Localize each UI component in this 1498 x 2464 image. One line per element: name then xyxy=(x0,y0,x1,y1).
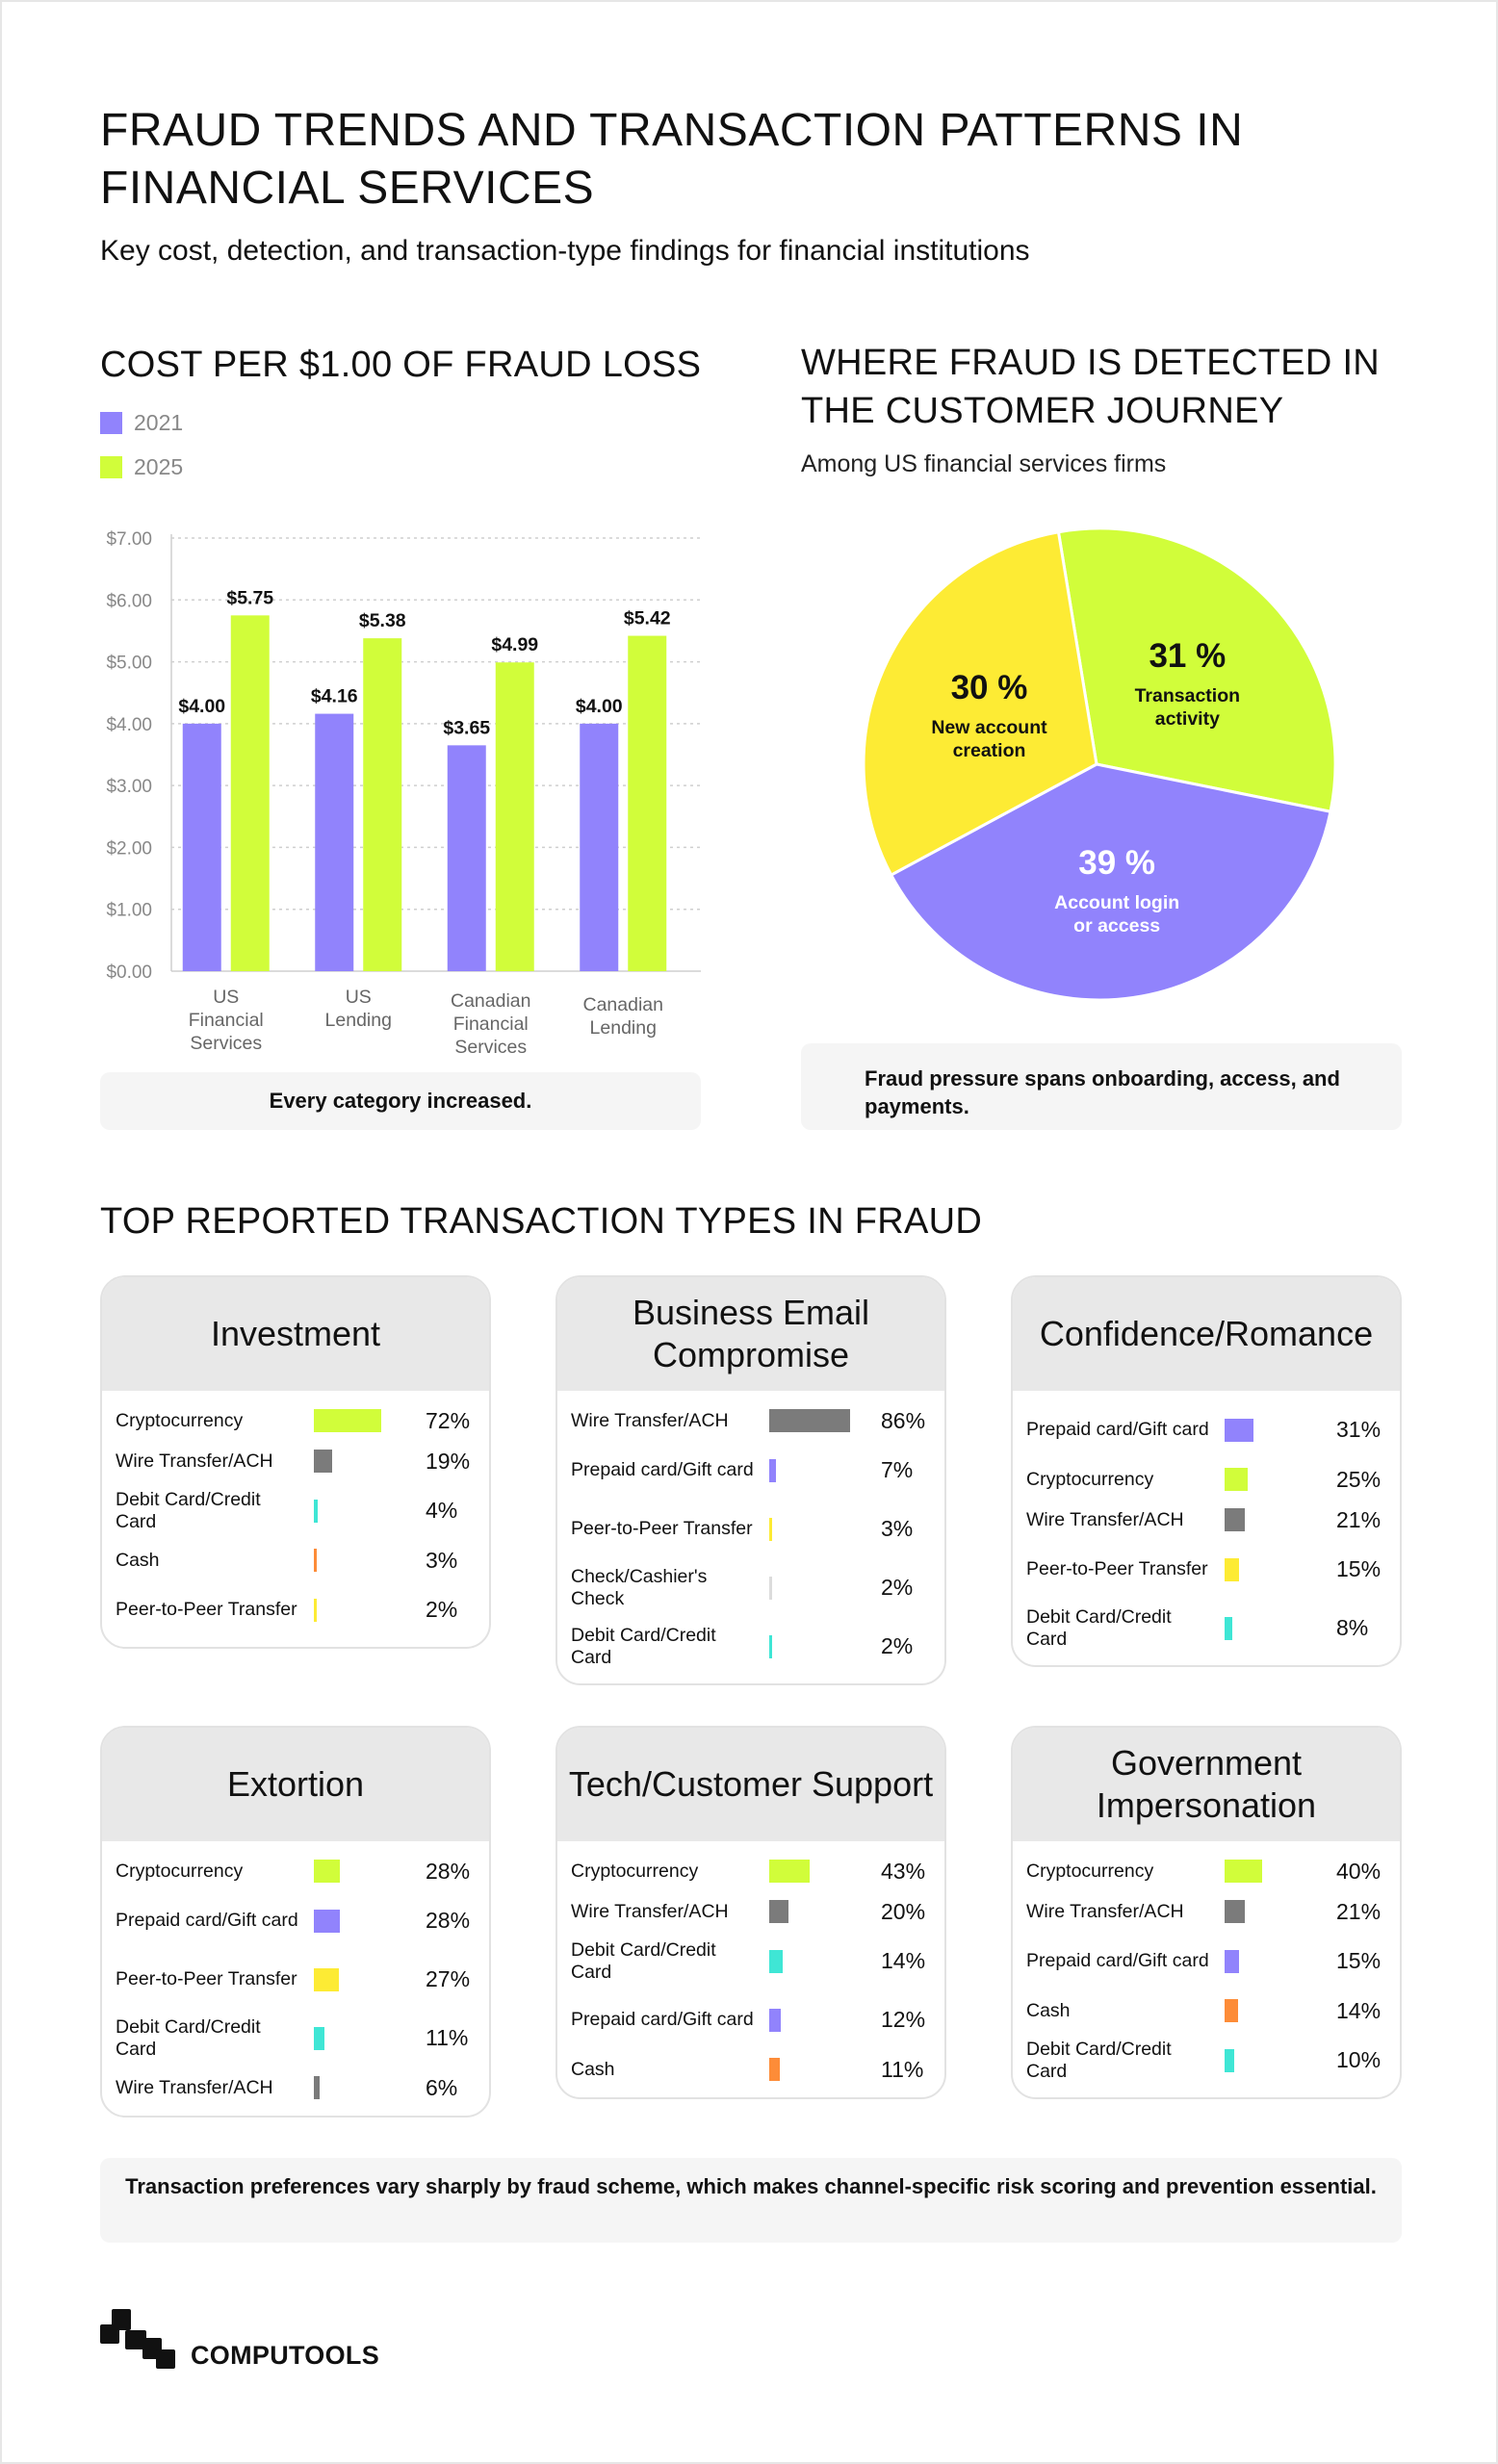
row-value: 21% xyxy=(1336,1506,1382,1532)
y-tick-label: $2.00 xyxy=(106,838,152,860)
transaction-types-note: Transaction preferences vary sharply by fraud scheme, which makes channel-specific risk scoring and prevention essential. xyxy=(100,2158,1402,2243)
bar-value-label: $4.00 xyxy=(178,695,226,717)
bar-chart-legend xyxy=(100,400,183,489)
row-bar xyxy=(314,1599,317,1622)
row-bar xyxy=(769,1459,776,1482)
panel-body xyxy=(557,1841,944,2097)
x-category-label: Services xyxy=(454,1037,528,1058)
pie-slice-percent: 39 % xyxy=(1078,844,1156,883)
x-category-label: US xyxy=(213,987,240,1008)
pie-slice-label: Transaction xyxy=(1134,685,1241,707)
row-label: Cryptocurrency xyxy=(1026,1468,1154,1490)
pie-chart-note: Fraud pressure spans onboarding, access, and payments. xyxy=(801,1043,1402,1130)
row-label: Debit Card/Credit Card xyxy=(116,2015,261,2060)
bar-2021 xyxy=(448,745,486,971)
row-label: Wire Transfer/ACH xyxy=(116,2076,273,2098)
panel-title: Business Email Compromise xyxy=(557,1277,944,1391)
panel-body xyxy=(102,1391,489,1647)
row-bar xyxy=(314,1968,339,1991)
panel-row xyxy=(102,1441,489,1481)
panel-row xyxy=(1013,1540,1400,1599)
row-bar xyxy=(769,1900,788,1923)
panel-row xyxy=(102,1400,489,1441)
computools-logo-icon xyxy=(100,2309,177,2371)
row-bar xyxy=(314,1910,340,1933)
panel-confidence-romance xyxy=(1011,1275,1402,1667)
row-bar xyxy=(314,1860,340,1883)
y-tick-label: $4.00 xyxy=(106,714,152,735)
row-value: 2% xyxy=(881,1633,914,1658)
panel-title: Confidence/Romance xyxy=(1013,1277,1400,1391)
row-label: Prepaid card/Gift card xyxy=(1026,1950,1209,1971)
row-value: 20% xyxy=(881,1898,926,1924)
panel-row xyxy=(1013,2031,1400,2090)
legend-item-2021 xyxy=(100,400,183,445)
row-bar xyxy=(314,1409,381,1432)
pie-slice-label: or access xyxy=(1073,915,1161,937)
panel-row xyxy=(1013,1400,1400,1459)
row-value: 86% xyxy=(881,1407,926,1433)
row-bar xyxy=(769,1577,772,1600)
row-value: 10% xyxy=(1336,2047,1382,2072)
row-label: Prepaid card/Gift card xyxy=(116,1910,298,1931)
row-label: Cryptocurrency xyxy=(116,1409,244,1431)
x-category-label: Financial xyxy=(188,1010,264,1031)
row-bar xyxy=(1225,1860,1262,1883)
bar-2025 xyxy=(628,636,666,971)
panel-title: Investment xyxy=(102,1277,489,1391)
pie-chart-subtitle: Among US financial services firms xyxy=(801,450,1167,477)
row-bar xyxy=(314,1450,332,1473)
pie-chart xyxy=(859,522,1359,1022)
row-bar xyxy=(769,1635,772,1658)
row-value: 31% xyxy=(1336,1417,1382,1442)
transaction-types-title: TOP REPORTED TRANSACTION TYPES IN FRAUD xyxy=(100,1201,983,1242)
bar-2025 xyxy=(363,638,401,971)
panel-row xyxy=(1013,1891,1400,1932)
row-label: Prepaid card/Gift card xyxy=(571,1459,754,1480)
panel-row xyxy=(102,1891,489,1950)
page-title: FRAUD TRENDS AND TRANSACTION PATTERNS IN FINANCIAL SERVICES xyxy=(100,105,1244,214)
row-value: 28% xyxy=(426,1908,471,1933)
row-label: Debit Card/Credit Card xyxy=(116,1488,261,1532)
panel-row xyxy=(1013,1599,1400,1657)
row-label: Prepaid card/Gift card xyxy=(1026,1419,1209,1440)
x-category-label: Lending xyxy=(589,1017,657,1039)
panel-row xyxy=(557,1558,944,1617)
panel-body xyxy=(102,1841,489,2116)
row-bar xyxy=(1225,1999,1238,2022)
row-label: Cryptocurrency xyxy=(116,1860,244,1882)
row-value: 15% xyxy=(1336,1556,1382,1581)
row-bar xyxy=(769,1518,772,1541)
y-tick-label: $6.00 xyxy=(106,591,152,612)
y-tick-label: $7.00 xyxy=(106,529,152,550)
panel-row xyxy=(102,2009,489,2067)
bar-2025 xyxy=(231,615,270,971)
pie-slice-label: New account xyxy=(931,717,1047,739)
row-label: Peer-to-Peer Transfer xyxy=(571,1518,753,1539)
panel-row xyxy=(102,2067,489,2108)
x-category-label: Canadian xyxy=(582,994,663,1015)
bar-value-label: $4.16 xyxy=(310,685,358,707)
panel-tech-customer-support xyxy=(555,1726,946,2099)
row-label: Wire Transfer/ACH xyxy=(571,1900,729,1922)
pie-slice-label: creation xyxy=(952,740,1026,762)
row-label: Debit Card/Credit Card xyxy=(571,1624,716,1668)
panel-row xyxy=(557,1617,944,1676)
bar-value-label: $5.42 xyxy=(623,607,671,629)
row-value: 27% xyxy=(426,1966,471,1991)
panel-row xyxy=(557,1400,944,1441)
row-label: Peer-to-Peer Transfer xyxy=(1026,1558,1208,1579)
bar-chart-note: Every category increased. xyxy=(100,1072,701,1130)
row-value: 11% xyxy=(426,2025,469,2050)
panel-row xyxy=(557,1891,944,1932)
row-bar xyxy=(314,1549,317,1572)
row-value: 40% xyxy=(1336,1858,1382,1884)
row-label: Check/Cashier's Check xyxy=(571,1565,708,1609)
panel-row xyxy=(1013,1932,1400,1990)
row-bar xyxy=(1225,1950,1239,1973)
row-bar xyxy=(1225,1617,1232,1640)
bar-2025 xyxy=(496,662,534,971)
row-label: Cryptocurrency xyxy=(571,1860,699,1882)
row-value: 14% xyxy=(881,1948,926,1973)
panel-body xyxy=(557,1391,944,1683)
row-value: 8% xyxy=(1336,1615,1369,1640)
row-label: Wire Transfer/ACH xyxy=(1026,1508,1184,1530)
row-value: 28% xyxy=(426,1858,471,1884)
row-bar xyxy=(769,1860,810,1883)
y-tick-label: $5.00 xyxy=(106,653,152,674)
bar-value-label: $4.99 xyxy=(491,634,539,656)
panel-row xyxy=(1013,1990,1400,2031)
row-label: Wire Transfer/ACH xyxy=(116,1450,273,1472)
panel-title: Tech/Customer Support xyxy=(557,1728,944,1841)
panel-row xyxy=(557,1990,944,2049)
row-value: 4% xyxy=(426,1498,458,1523)
row-value: 2% xyxy=(426,1597,458,1622)
pie-chart-title: WHERE FRAUD IS DETECTED IN THE CUSTOMER JOURNEY xyxy=(801,343,1381,431)
panel-extortion xyxy=(100,1726,491,2118)
row-label: Debit Card/Credit Card xyxy=(1026,2038,1172,2082)
pie-slice-label: activity xyxy=(1154,708,1220,731)
row-value: 7% xyxy=(881,1457,914,1482)
row-bar xyxy=(769,1409,850,1432)
x-category-label: Financial xyxy=(452,1014,529,1035)
row-value: 3% xyxy=(426,1547,458,1573)
panel-row xyxy=(557,1441,944,1500)
pie-slice-label: Account login xyxy=(1054,892,1180,914)
row-value: 72% xyxy=(426,1407,471,1433)
y-tick-label: $1.00 xyxy=(106,900,152,921)
row-bar xyxy=(1225,1900,1245,1923)
x-category-label: Lending xyxy=(324,1010,392,1031)
row-label: Peer-to-Peer Transfer xyxy=(116,1968,297,1989)
row-bar xyxy=(1225,1419,1253,1442)
panel-row xyxy=(102,1481,489,1540)
row-value: 3% xyxy=(881,1516,914,1541)
panel-row xyxy=(557,1851,944,1891)
row-bar xyxy=(1225,1468,1248,1491)
legend-label-2025: 2025 xyxy=(134,453,184,479)
panel-row xyxy=(557,1500,944,1558)
row-value: 11% xyxy=(881,2056,924,2082)
y-tick-label: $0.00 xyxy=(106,962,152,983)
panel-government-impersonation xyxy=(1011,1726,1402,2099)
row-label: Cryptocurrency xyxy=(1026,1860,1154,1882)
legend-swatch-2021 xyxy=(100,412,122,434)
bar-2021 xyxy=(315,714,353,971)
row-bar xyxy=(1225,2049,1234,2072)
row-value: 19% xyxy=(426,1448,471,1474)
row-value: 14% xyxy=(1336,1997,1382,2023)
panel-business-email-compromise xyxy=(555,1275,946,1685)
row-label: Peer-to-Peer Transfer xyxy=(116,1599,297,1620)
bar-value-label: $5.75 xyxy=(226,587,274,609)
row-value: 15% xyxy=(1336,1948,1382,1973)
legend-label-2021: 2021 xyxy=(134,409,184,435)
x-category-label: Canadian xyxy=(451,990,531,1012)
row-value: 25% xyxy=(1336,1466,1382,1492)
panel-row xyxy=(557,1932,944,1990)
row-bar xyxy=(769,2058,780,2081)
row-label: Prepaid card/Gift card xyxy=(571,2009,754,2030)
bar-value-label: $4.00 xyxy=(575,695,623,717)
row-bar xyxy=(314,2076,320,2099)
bar-value-label: $3.65 xyxy=(443,717,491,739)
row-bar xyxy=(769,2009,781,2032)
row-bar xyxy=(1225,1508,1245,1531)
x-category-label: US xyxy=(345,987,372,1008)
bar-chart xyxy=(94,522,710,1061)
row-value: 2% xyxy=(881,1575,914,1600)
row-value: 21% xyxy=(1336,1898,1382,1924)
panel-body xyxy=(1013,1841,1400,2097)
row-label: Debit Card/Credit Card xyxy=(571,1938,716,1983)
legend-item-2025 xyxy=(100,445,183,489)
bar-2021 xyxy=(580,724,618,971)
pie-slice-percent: 31 % xyxy=(1149,637,1227,676)
pie-slice-percent: 30 % xyxy=(950,669,1028,707)
panel-row xyxy=(1013,1459,1400,1500)
row-bar xyxy=(314,2027,324,2050)
row-label: Cash xyxy=(571,2058,615,2080)
panel-row xyxy=(557,2049,944,2090)
panel-row xyxy=(102,1580,489,1639)
row-value: 6% xyxy=(426,2074,458,2100)
panel-row xyxy=(102,1540,489,1580)
bar-chart-title: COST PER $1.00 OF FRAUD LOSS xyxy=(100,345,702,385)
panel-row xyxy=(1013,1500,1400,1540)
panel-title: Government Impersonation xyxy=(1013,1728,1400,1841)
x-category-label: Services xyxy=(190,1033,263,1054)
panel-row xyxy=(102,1950,489,2009)
panel-investment xyxy=(100,1275,491,1649)
legend-swatch-2025 xyxy=(100,456,122,478)
panel-row xyxy=(1013,1851,1400,1891)
page-subtitle: Key cost, detection, and transaction-type findings for financial institutions xyxy=(100,235,1030,267)
brand-name: COMPUTOOLS xyxy=(191,2341,380,2370)
row-bar xyxy=(769,1950,783,1973)
row-label: Debit Card/Credit Card xyxy=(1026,1605,1172,1650)
row-value: 43% xyxy=(881,1858,926,1884)
bar-value-label: $5.38 xyxy=(358,610,406,632)
y-tick-label: $3.00 xyxy=(106,777,152,798)
panel-body xyxy=(1013,1391,1400,1665)
row-label: Cash xyxy=(1026,1999,1071,2021)
bar-2021 xyxy=(183,724,221,971)
row-label: Wire Transfer/ACH xyxy=(1026,1900,1184,1922)
row-label: Wire Transfer/ACH xyxy=(571,1409,729,1431)
panel-title: Extortion xyxy=(102,1728,489,1841)
row-label: Cash xyxy=(116,1549,160,1571)
row-bar xyxy=(314,1500,318,1523)
row-bar xyxy=(1225,1558,1239,1581)
row-value: 12% xyxy=(881,2007,926,2032)
panel-row xyxy=(102,1851,489,1891)
